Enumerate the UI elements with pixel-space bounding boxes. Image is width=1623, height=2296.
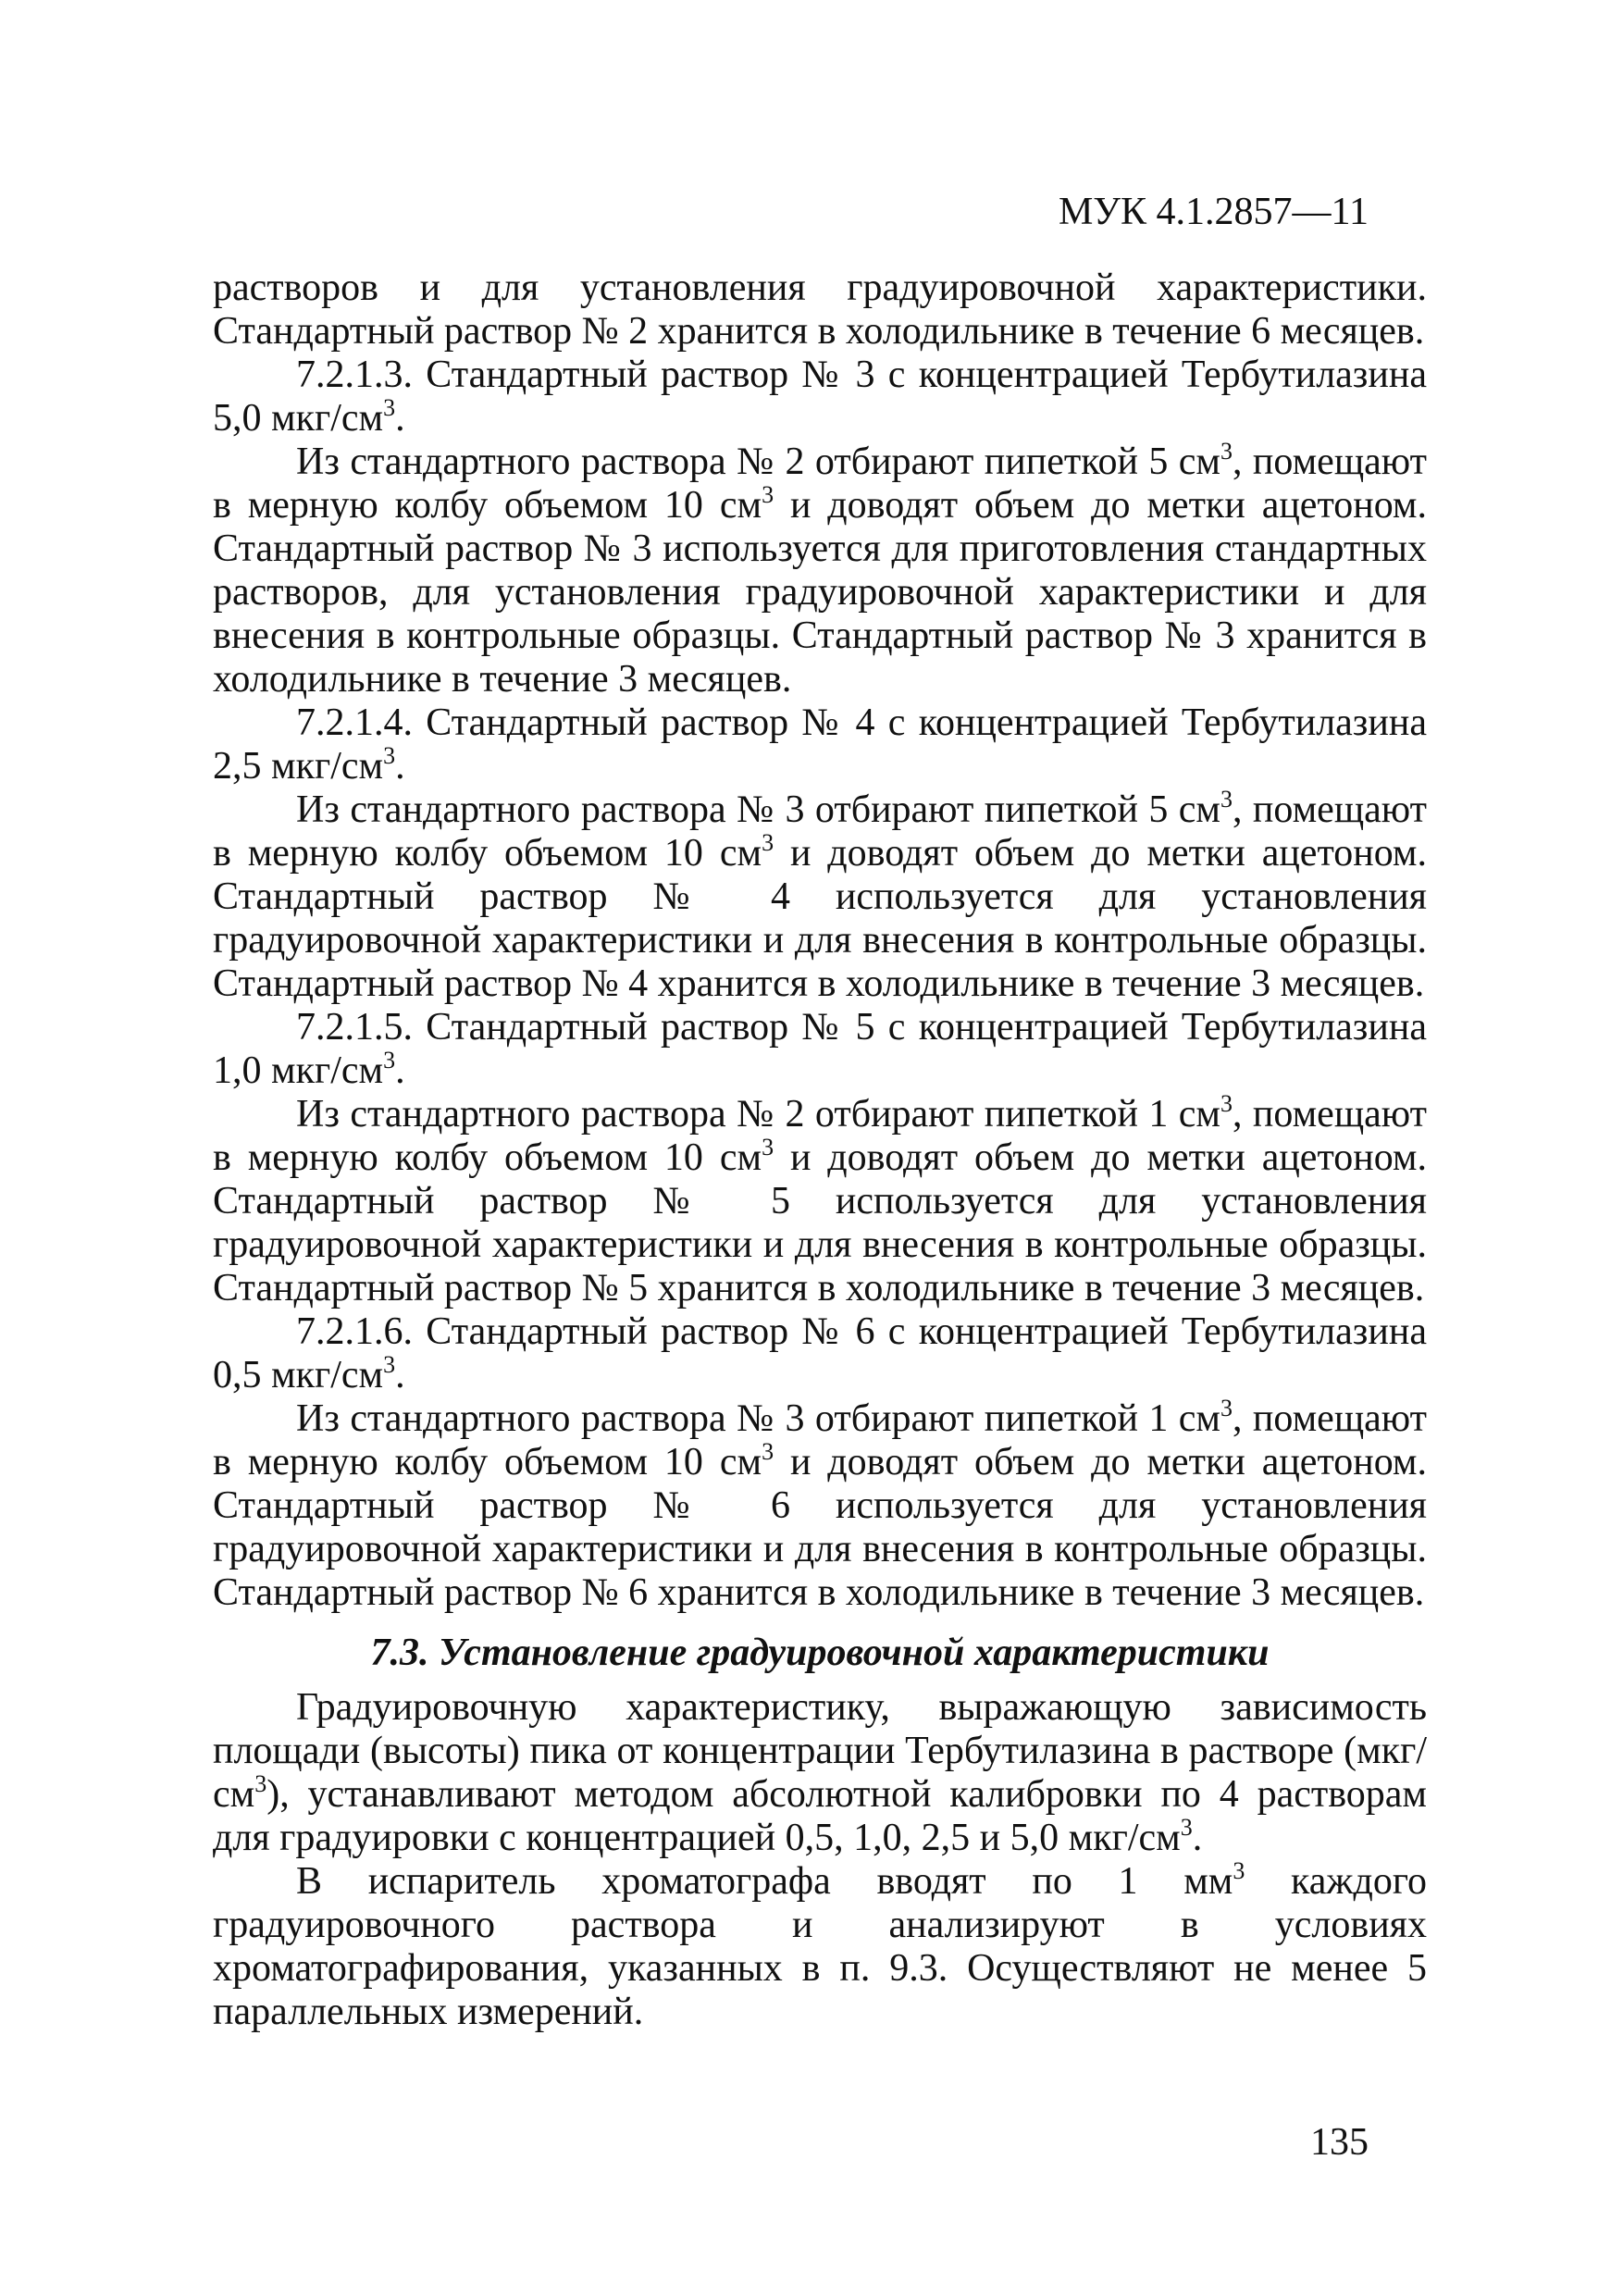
subsection-7-2-1-3-title: 7.2.1.3. Стандартный раствор № 3 с концентрацией Тербутилазина 5,0 мкг/$см^3$. bbox=[213, 354, 1427, 440]
page-number: 135 bbox=[1310, 2121, 1369, 2164]
paragraph-continuation: растворов и для установления градуировочной характеристики. Стандартный раствор № 2 хранится в холодильнике в течение 6 месяцев. bbox=[213, 267, 1427, 353]
subsection-7-2-1-5-body: Из стандартного раствора № 2 отбирают пипеткой 1 $см^3$, помещают в мерную колбу объемом 10 $см^3$ и доводят объем до метки ацетоном. Стандартный раствор № 5 используется для установления градуировочной характеристики и для внесения в контрольные образцы. Стандартный раствор № 5 хранится в холодильнике в течение 3 месяцев. bbox=[213, 1090, 1428, 1309]
document-code: МУК 4.1.2857—11 bbox=[1058, 191, 1369, 233]
subsection-7-2-1-6-body: Из стандартного раствора № 3 отбирают пипеткой 1 $см^3$, помещают в мерную колбу объемом 10 $см^3$ и доводят объем до метки ацетоном. Стандартный раствор № 6 используется для установления градуировочной характеристики и для внесения в контрольные образцы. Стандартный раствор № 6 хранится в холодильнике в течение 3 месяцев. bbox=[213, 1395, 1428, 1614]
body-text bbox=[213, 267, 1427, 2034]
subsection-7-2-1-5-title: 7.2.1.5. Стандартный раствор № 5 с концентрацией Тербутилазина 1,0 мкг/$см^3$. bbox=[213, 1006, 1427, 1092]
subsection-7-2-1-4-title: 7.2.1.4. Стандартный раствор № 4 с концентрацией Тербутилазина 2,5 мкг/$см^3$. bbox=[213, 701, 1427, 788]
subsection-7-2-1-6-title: 7.2.1.6. Стандартный раствор № 6 с концентрацией Тербутилазина 0,5 мкг/$см^3$. bbox=[213, 1310, 1427, 1396]
subsection-7-2-1-4-body: Из стандартного раствора № 3 отбирают пипеткой 5 $см^3$, помещают в мерную колбу объемом 10 $см^3$ и доводят объем до метки ацетоном. Стандартный раствор № 4 используется для установления градуировочной характеристики и для внесения в контрольные образцы. Стандартный раствор № 4 хранится в холодильнике в течение 3 месяцев. bbox=[213, 786, 1428, 1005]
subsection-7-2-1-3-body: Из стандартного раствора № 2 отбирают пипеткой 5 $см^3$, помещают в мерную колбу объемом 10 $см^3$ и доводят объем до метки ацетоном. Стандартный раствор № 3 используется для приготовления стандартных растворов, для установления градуировочной характеристики и для внесения в контрольные образцы. Стандартный раствор № 3 хранится в холодильнике в течение 3 месяцев. bbox=[213, 438, 1428, 701]
calibration-paragraph-1: Градуировочную характеристику, выражающую зависимость площади (высоты) пика от концентрации Тербутилазина в растворе $(мкг/см^3)$, устанавливают методом абсолютной калибровки по 4 растворам для градуировки с концентрацией 0,5, 1,0, 2,5 и 5,0 мкг/$см^3$. bbox=[213, 1686, 1427, 1859]
calibration-paragraph-2: В испаритель хроматографа вводят по 1 $мм^3$ каждого градуировочного раствора и анализируют в условиях хроматографирования, указанных в п. 9.3. Осуществляют не менее 5 параллельных измерений. bbox=[213, 1857, 1428, 2033]
section-heading: 7.3. Установление градуировочной характеристики bbox=[370, 1632, 1270, 1674]
